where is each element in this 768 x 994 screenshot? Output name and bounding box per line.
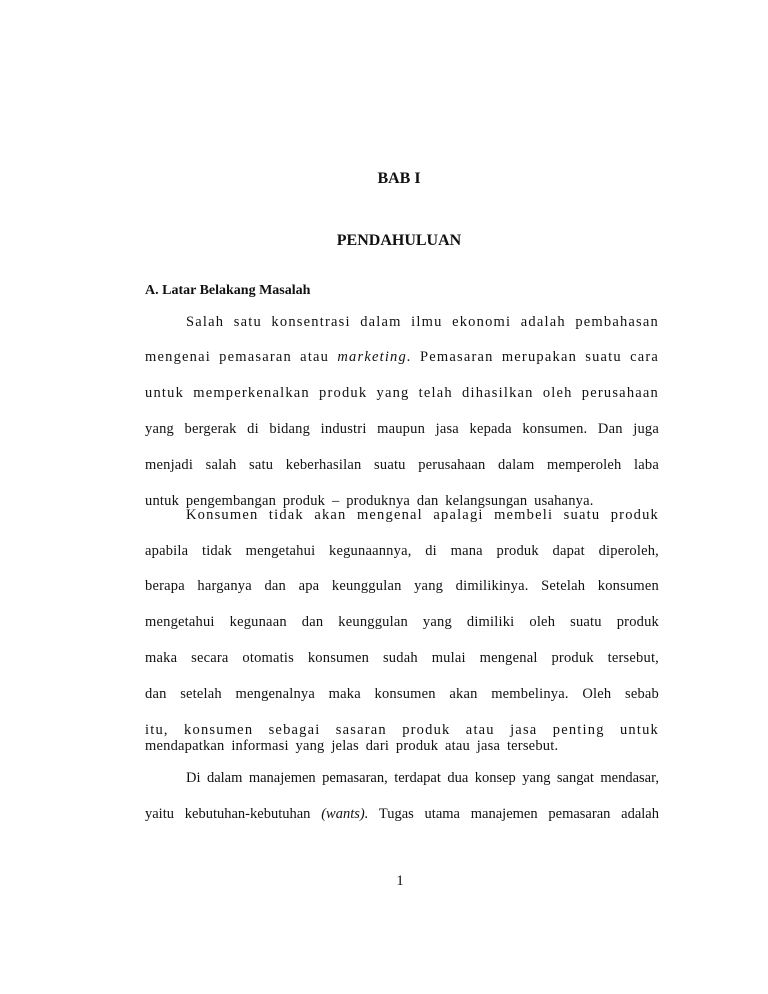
paragraph-1-line-1: Salah satu konsentrasi dalam ilmu ekonomi adalah pembahasan: [186, 314, 659, 330]
paragraph-1-line-6: untuk pengembangan produk – produknya dan kelangsungan usahanya.: [145, 493, 594, 509]
paragraph-2-line-1: Konsumen tidak akan mengenal apalagi membeli suatu produk: [186, 507, 659, 523]
paragraph-2-line-5: maka secara otomatis konsumen sudah mulai mengenal produk tersebut,: [145, 650, 659, 666]
paragraph-3-line-1: Di dalam manajemen pemasaran, terdapat dua konsep yang sangat mendasar,: [186, 770, 659, 786]
chapter-number: BAB I: [377, 170, 421, 187]
italic-term: marketing.: [337, 349, 412, 365]
paragraph-2-line-8: mendapatkan informasi yang jelas dari produk atau jasa tersebut.: [145, 738, 559, 754]
paragraph-1-line-2: [145, 349, 659, 366]
text-segment: Tugas utama manajemen pemasaran adalah: [368, 806, 659, 822]
page-number: 1: [396, 873, 404, 889]
paragraph-1-line-3: untuk memperkenalkan produk yang telah dihasilkan oleh perusahaan: [145, 385, 659, 401]
text-segment: Pemasaran merupakan suatu cara: [411, 349, 659, 365]
italic-term: (wants).: [321, 806, 369, 822]
paragraph-3-line-2: [145, 806, 659, 823]
text-segment: mengenai pemasaran atau: [145, 349, 338, 365]
paragraph-2-line-2: apabila tidak mengetahui kegunaannya, di mana produk dapat diperoleh,: [145, 543, 659, 559]
paragraph-2-line-7: itu, konsumen sebagai sasaran produk atau jasa penting untuk: [145, 722, 659, 738]
text-segment: yaitu kebutuhan-kebutuhan: [145, 806, 322, 822]
chapter-title: PENDAHULUAN: [336, 232, 462, 249]
section-heading: A. Latar Belakang Masalah: [145, 283, 311, 298]
paragraph-2-line-6: dan setelah mengenalnya maka konsumen akan membelinya. Oleh sebab: [145, 686, 659, 702]
paragraph-1-line-4: yang bergerak di bidang industri maupun jasa kepada konsumen. Dan juga: [145, 421, 659, 437]
paragraph-2-line-3: berapa harganya dan apa keunggulan yang dimilikinya. Setelah konsumen: [145, 578, 659, 594]
paragraph-2-line-4: mengetahui kegunaan dan keunggulan yang dimiliki oleh suatu produk: [145, 614, 659, 630]
paragraph-1-line-5: menjadi salah satu keberhasilan suatu perusahaan dalam memperoleh laba: [145, 457, 659, 473]
